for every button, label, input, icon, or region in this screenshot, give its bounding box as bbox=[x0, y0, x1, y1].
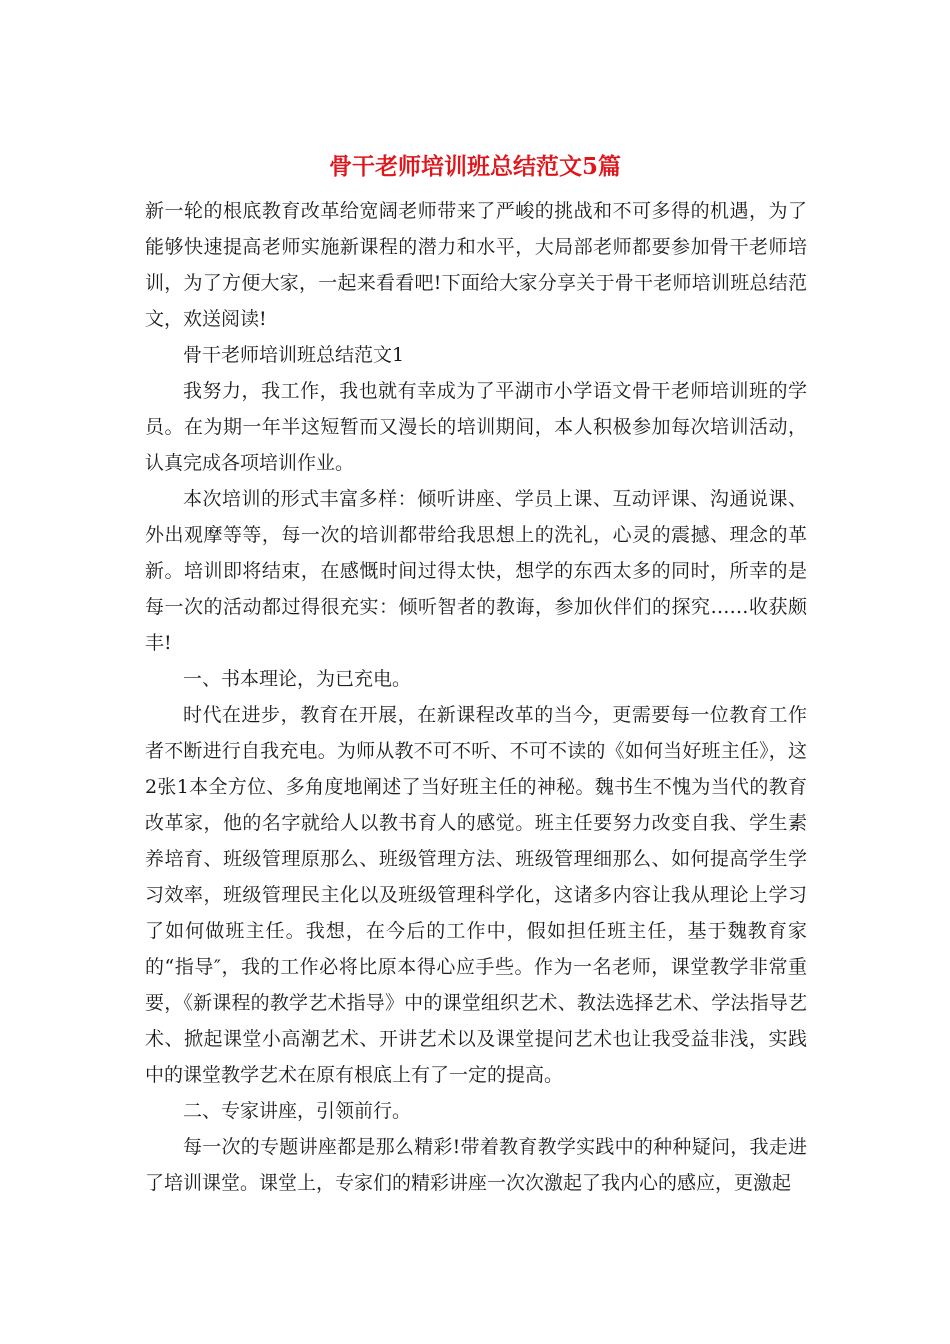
section-heading-lectures: 二、专家讲座，引领前行。 bbox=[183, 1100, 412, 1122]
body-paragraph: 本次培训的形式丰富多样：倾听讲座、学员上课、互动评课、沟通说课、外出观摩等等，每一次的培训都带给我思想上的洗礼，心灵的震撼、理念的革新。培训即将结束，在感慨时间过得太快，想学的东西太多的同时，所幸的是每一次的活动都过得很充实：倾听智者的教诲，参加伙伴们的探究……收获颇丰! bbox=[145, 488, 807, 654]
body-paragraph: 时代在进步，教育在开展，在新课程改革的当今，更需要每一位教育工作者不断进行自我充电。为师从教不可不听、不可不读的《如何当好班主任》，这2张1本全方位、多角度地阐述了当好班主任的神秘。魏书生不愧为当代的教育改革家，他的名字就给人以教书育人的感觉。班主任要努力改变自我、学生素养培育、班级管理原那么、班级管理方法、班级管理细那么、如何提高学生学习效率，班级管理民主化以及班级管理科学化，这诸多内容让我从理论上学习了如何做班主任。我想，在今后的工作中，假如担任班主任，基于魏教育家的“指导″，我的工作必将比原本得心应手些。作为一名老师，课堂教学非常重要，《新课程的教学艺术指导》中的课堂组织艺术、教法选择艺术、学法指导艺术、掀起课堂小高潮艺术、开讲艺术以及课堂提问艺术也让我受益非浅，实践中的课堂教学艺术在原有根底上有了一定的提高。 bbox=[145, 704, 807, 1086]
section-heading-summary-1: 骨干老师培训班总结范文1 bbox=[183, 344, 405, 366]
section-heading-theory: 一、书本理论，为已充电。 bbox=[183, 668, 412, 690]
intro-paragraph: 新一轮的根底教育改革给宽阔老师带来了严峻的挑战和不可多得的机遇，为了能够快速提高老师实施新课程的潜力和水平，大局部老师都要参加骨干老师培训，为了方便大家，一起来看看吧!下面给大家分享关于骨干老师培训班总结范文，欢送阅读! bbox=[145, 200, 807, 330]
document-title: 骨干老师培训班总结范文5篇 bbox=[328, 153, 621, 180]
body-paragraph: 每一次的专题讲座都是那么精彩!带着教育教学实践中的种种疑问，我走进了培训课堂。课堂上，专家们的精彩讲座一次次激起了我内心的感应，更激起 bbox=[145, 1136, 807, 1194]
body-paragraph: 我努力，我工作，我也就有幸成为了平湖市小学语文骨干老师培训班的学员。在为期一年半这短暂而又漫长的培训期间，本人积极参加每次培训活动，认真完成各项培训作业。 bbox=[145, 380, 807, 474]
document-body bbox=[145, 193, 807, 1201]
